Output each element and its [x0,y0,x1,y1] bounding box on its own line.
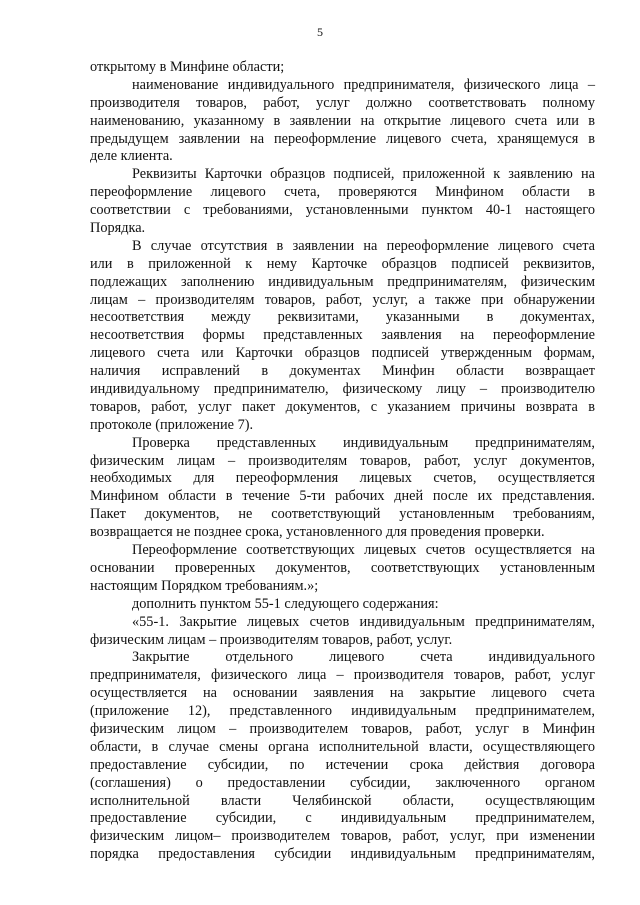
text-line: (приложение 12), представленного индивидуальным предпринимателем, [90,703,595,720]
text-line: лицам – производителям товаров, работ, услуг, а также при обнаружении [90,291,595,308]
text-line: Переоформление соответствующих лицевых счетов осуществляется на [132,542,595,559]
text-line: товаров, работ, услуг пакет документов, с указанием причины возврата в [90,398,595,415]
text-line: индивидуальному предпринимателю, физическому лицу – производителю [90,381,595,398]
text-line: области, в случае смены органа исполнительной власти, осуществляющего [90,738,595,755]
document-body [90,59,595,864]
text-line: несоответствия между реквизитами, указанными в документах, [90,309,595,326]
text-line: предоставление субсидии, с индивидуальным предпринимателем, [90,810,595,827]
text-line: «55-1. Закрытие лицевых счетов индивидуальным предпринимателям, [132,613,595,630]
text-line: необходимых для переоформления лицевых счетов, осуществляется [90,470,595,487]
text-line: исполнительной власти Челябинской области, осуществляющим [90,792,595,809]
text-line: физическим лицам – производителям товаров, работ, услуг документов, [90,452,595,469]
text-line: Проверка представленных индивидуальным предпринимателям, [132,434,595,451]
text-line: протоколе (приложение 7). [90,416,254,433]
page-number: 5 [317,25,323,39]
text-line: несоответствия формы представленных заявления на переоформление [90,327,595,344]
text-line: или в приложенной к нему Карточке образцов подписей реквизитов, [90,255,595,272]
text-line: осуществляется на основании заявления на закрытие лицевого счета [90,685,595,702]
text-line: подлежащих заполнению индивидуальным предпринимателям, физическим [90,273,595,290]
text-line: основании проверенных документов, соответствующих установленным [90,559,595,576]
text-line: предпринимателя, физического лица – производителя товаров, работ, услуг [90,667,595,684]
text-line: настоящим Порядком требованиям.»; [90,577,319,594]
text-line: открытому в Минфине области; [90,59,285,75]
text-line: Минфином области в течение 5-ти рабочих дней после их представления. [90,488,595,505]
text-line: соответствии с требованиями, установленными пунктом 40-1 настоящего [90,202,595,219]
text-line: Порядка. [90,220,146,237]
text-line: (соглашения) о предоставлении субсидии, заключенного органом [90,774,595,791]
text-line: наименованию, указанному в заявлении на открытие лицевого счета или в [90,112,595,129]
text-line: физическим лицом– производителем товаров, работ, услуг, при изменении [90,828,595,845]
text-line: Реквизиты Карточки образцов подписей, приложенной к заявлению на [132,166,595,183]
text-line: деле клиента. [90,148,173,165]
text-line: физическим лицам – производителям товаров, работ, услуг. [90,631,453,648]
text-line: физическим лицом – производителем товаров, работ, услуг в Минфин [90,720,595,737]
text-line: предоставление субсидии, по истечении срока действия договора [90,756,595,773]
text-line: дополнить пунктом 55-1 следующего содержания: [132,595,439,612]
text-line: В случае отсутствия в заявлении на переоформление лицевого счета [132,237,595,254]
text-line: порядка предоставления субсидии индивидуальным предпринимателям, [90,846,595,863]
text-line: наименование индивидуального предпринимателя, физического лица – [132,76,595,93]
text-line: Закрытие отдельного лицевого счета индивидуального [132,649,595,666]
text-line: лицевого счета или Карточки образцов подписей утвержденным формам, [90,345,595,362]
text-line: наличия исправлений в документах Минфин области возвращает [90,363,595,380]
text-line: возвращается не позднее срока, установленного для проведения проверки. [90,524,545,541]
text-line: переоформление лицевого счета, проверяются Минфином области в [90,184,595,201]
text-line: предыдущем заявлении на переоформление лицевого счета, хранящемуся в [90,130,595,147]
text-line: производителя товаров, работ, услуг должно соответствовать полному [90,94,595,111]
text-line: Пакет документов, не соответствующий установленным требованиям, [90,506,595,523]
